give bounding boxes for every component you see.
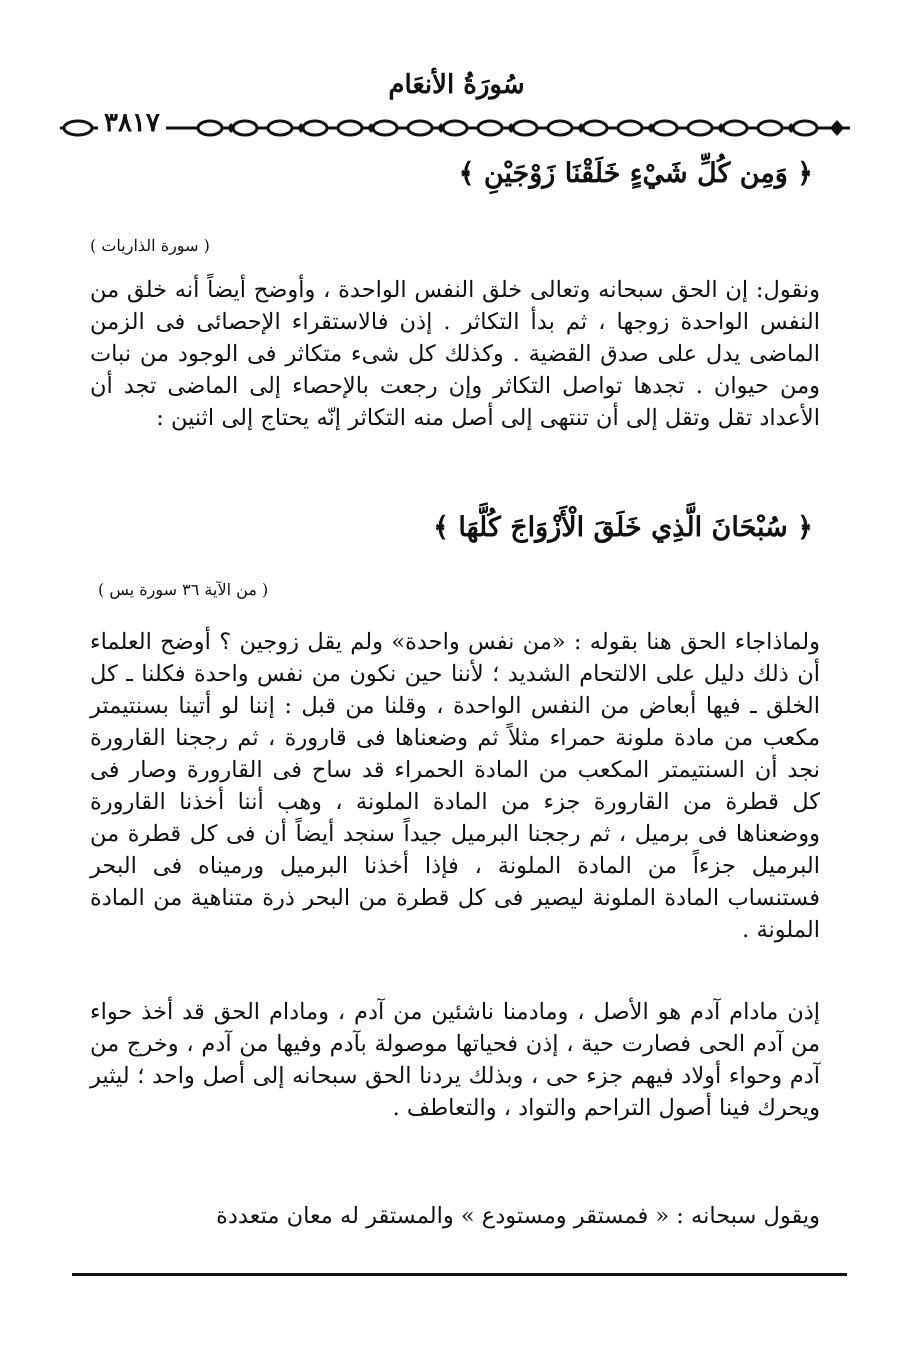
quran-verse: ﴿ سُبْحَانَ الَّذِي خَلَقَ الْأَزْوَاجَ كُلَّهَا ﴾	[433, 512, 813, 543]
paragraph: ولماذاجاء الحق هنا بقوله : «من نفس واحدة» ولم يقل زوجين ؟ أوضح العلماء أن ذلك دليل على الالتحام الشديد ؛ لأننا حين نكون من نفس واحدة فكلنا ـ كل الخلق ـ فيها أبعاض من النفس الواحدة ، وقلنا من قبل : إننا لو أتينا بسنتيمتر مكعب من مادة ملونة حمراء مثلاً ثم وضعناها فى قارورة ، ثم رججنا القارورة نجد أن السنتيمتر المكعب من المادة الحمراء قد ساح فى القارورة وصار فى كل قطرة من القارورة جزء من المادة الملونة ، وهب أننا أخذنا القارورة ووضعناها فى برميل ، ثم رججنا البرميل جيداً سنجد أيضاً أن فى كل قطرة من البرميل جزءاً من المادة الملونة ، فإذا أخذنا البرميل ورميناه فى البحر فستنساب المادة الملونة ليصير فى كل قطرة من البحر ذرة متناهية من المادة الملونة .	[90, 629, 820, 943]
ornamental-header-rule	[60, 108, 850, 148]
page-number: ٣٨١٧	[98, 108, 166, 138]
surah-title: سُورَةُ الأنعَام	[388, 70, 525, 100]
quran-verse: ﴿ وَمِن كُلِّ شَيْءٍ خَلَقْنَا زَوْجَيْنِ ﴾	[458, 158, 813, 189]
paragraph: ويقول سبحانه : « فمستقر ومستودع » والمستقر له معان متعددة	[216, 1203, 820, 1229]
paragraph: إذن مادام آدم هو الأصل ، ومادمنا ناشئين من آدم ، ومادام الحق قد أخذ حواء من آدم الحى فصارت حية ، إذن فحياتها موصولة بآدم وفيها من آدم ، وخرج من آدم وحواء أولاد فيهم جزء حى ، وبذلك يردنا الحق سبحانه إلى أصل واحد ؛ ليثير ويحرك فينا أصول التراحم والتواد ، والتعاطف .	[90, 999, 820, 1121]
footer-rule	[72, 1273, 847, 1276]
paragraph: ونقول: إن الحق سبحانه وتعالى خلق النفس الواحدة ، وأوضح أيضاً أنه خلق من النفس الواحدة زوجها ، ثم بدأ التكاثر . إذن فالاستقراء الإحصائى فى الزمن الماضى يدل على صدق القضية . وكذلك كل شىء متكاثر فى الوجود من نبات ومن حيوان . تجدها تواصل التكاثر وإن رجعت بالإحصاء إلى الماضى تجد أن الأعداد تقل وتقل إلى أن تنتهى إلى أصل منه التكاثر إنّه يحتاج إلى اثنين :	[90, 277, 820, 431]
verse-citation: ( من الآية ٣٦ سورة يس )	[98, 580, 269, 599]
verse-citation: ( سورة الذاريات )	[90, 236, 210, 255]
